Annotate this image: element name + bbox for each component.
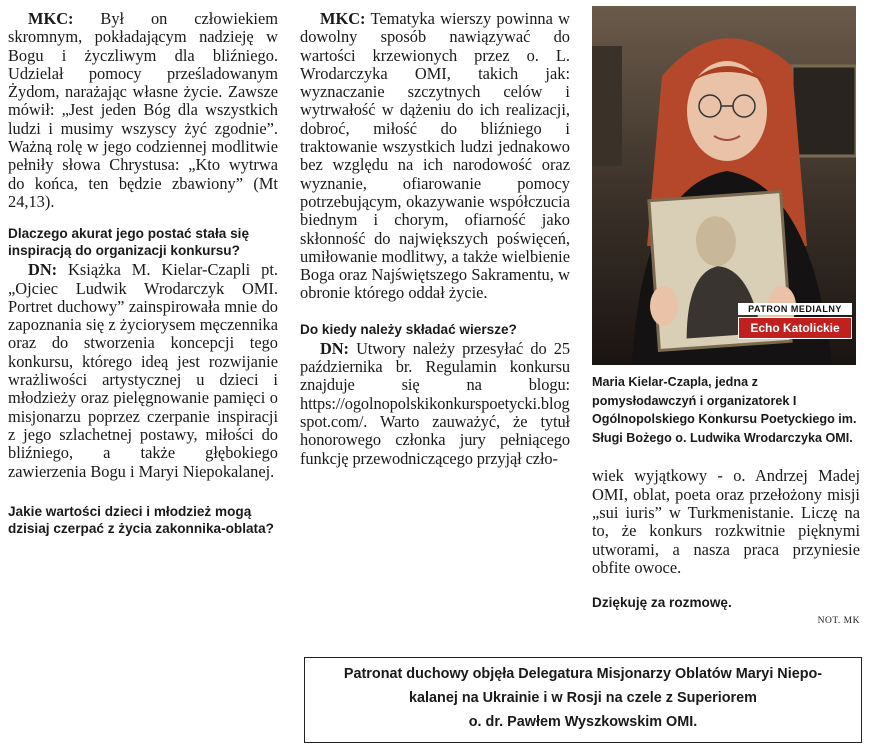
- question-heading: Jakie wartości dzieci i młodzież mogą dzisiaj czerpać z życia zakonnika-oblata?: [8, 503, 274, 536]
- portrait-photo: [592, 6, 856, 365]
- patronage-line: o. dr. Pawłem Wyszkowskim OMI.: [468, 714, 698, 730]
- answer-paragraph: wiek wyjątkowy - o. Andrzej Madej OMI, oblat, poeta oraz przełożony misji „sui iuris” w Turkmenistanie. Liczę na to, że konkurs rozkwitnie pięknymi utworami, a nasza praca przyniesie obfite owoce.: [592, 466, 860, 577]
- patronage-line: kalanej na Ukrainie i w Rosji na czele z Superiorem: [409, 690, 757, 706]
- speaker-label: DN:: [320, 338, 349, 358]
- answer-paragraph: [300, 10, 570, 303]
- media-patron-badge: [738, 303, 852, 339]
- answer-text: Tematyka wierszy powinna w dowolny sposób nawiązywać do wartości krzewionych przez o. L. Wrodarczyka OMI, takich jak: wyznaczanie szczytnych celów i wytrwałość w dążeniu do ich realizacji, dobroć, miłość do bliźniego i traktowanie wszystkich ludzi jednakowo bez względu na ich narodowość oraz wyznanie, ofiarowanie pomocy potrzebującym, okazywanie współczucia biednym i chorym, ofiarność jako skłonność do największych poświęceń, umiłowanie modlitwy, a także wielbienie Boga oraz Najświętszego Sakramentu, w obronie którego oddał życie.: [300, 9, 570, 303]
- speaker-label: MKC:: [320, 9, 366, 28]
- speaker-label: DN:: [28, 260, 58, 280]
- patronage-line: Patronat duchowy objęła Delegatura Misjonarzy Oblatów Maryi Niepo-: [343, 666, 823, 682]
- patronage-box: [304, 657, 862, 743]
- badge-title: PATRON MEDIALNY: [738, 303, 852, 315]
- photo-caption: Maria Kielar-Czapla, jedna z pomysłodawczyń i organizatorek I Ogólnopolskiego Konkursu Poetyckiego im. Sługi Bożego o. Ludwika Wrodarczyka OMI.: [592, 375, 857, 445]
- author-signature: NOT. MK: [817, 616, 860, 627]
- answer-paragraph: [8, 10, 278, 211]
- closing-thanks: Dziękuję za rozmowę.: [592, 595, 732, 611]
- column-3: [592, 10, 860, 626]
- badge-logo: Echo Katolickie: [738, 317, 852, 339]
- question-heading: Dlaczego akurat jego postać stała się inspiracją do organizacji konkursu?: [8, 226, 250, 259]
- answer-text: Utwory należy przesyłać do 25 października br. Regulamin konkursu znajduje się na blogu: https://ogolnopolskikonkurspoetycki.blogspot.com/. Warto zauważyć, że tytuł honorowego członka jury pełniącego funkcję przewodniczącego przyjął czło-: [300, 338, 570, 468]
- answer-text: Książka M. Kielar-Czapli pt. „Ojciec Ludwik Wrodarczyk OMI. Portret duchowy” zainspirowała mnie do zapoznania się z życiorysem męczennika oraz do stworzenia koncepcji tego konkursu, którego ideą jest rozwijanie wrażliwości artystycznej u dzieci i młodzieży oraz pielęgnowanie pamięci o misjonarzu poprzez czerpanie inspiracji z jego szlachetnej postawy, miłości do bliźniego, a także głębokiego zawierzenia Bogu i Maryi Niepokalanej.: [8, 260, 278, 481]
- column-1: [8, 10, 278, 539]
- answer-paragraph: [300, 340, 570, 468]
- column-2: [300, 10, 570, 468]
- answer-paragraph: [8, 261, 278, 481]
- answer-text: Był on człowiekiem skromnym, pokładającym nadzieję w Bogu i życzliwym dla bliźniego. Udzielał pomocy prześladowanym Żydom, narażając własne życie. Zawsze mówił: „Jest jeden Bóg dla wszystkich ludzi i musimy wszyscy żyć zgodnie”. Ważną rolę w jego codziennej modlitwie pełniły słowa Chrystusa: „Kto wytrwa do końca, ten będzie zbawiony” (Mt 24,13).: [8, 9, 278, 211]
- speaker-label: MKC:: [28, 9, 74, 28]
- question-heading: Do kiedy należy składać wiersze?: [300, 321, 517, 337]
